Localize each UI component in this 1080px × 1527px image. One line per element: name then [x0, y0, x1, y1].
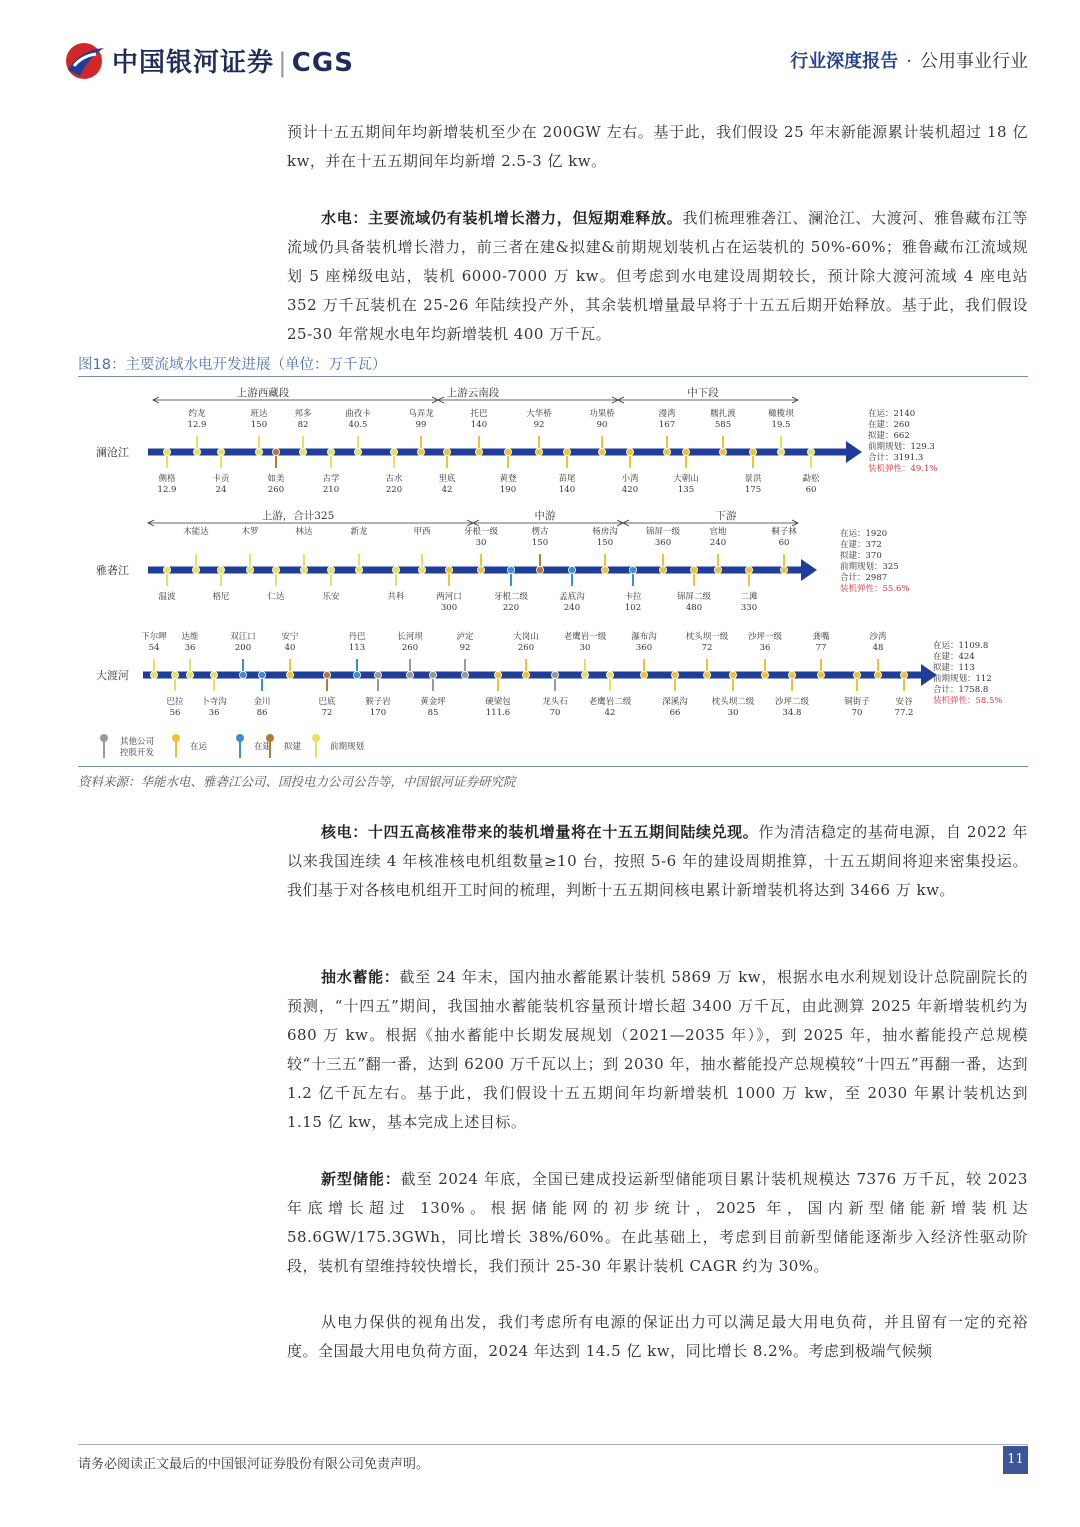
station-dot [853, 671, 860, 678]
station-capacity: 190 [499, 485, 517, 495]
station-capacity: 480 [685, 603, 703, 613]
river-name-1: 雅砻江 [96, 564, 129, 577]
summary-line: 合计：2987 [840, 573, 888, 583]
station-dot [703, 671, 710, 678]
legend-dot [172, 734, 180, 742]
station-capacity: 12.9 [157, 485, 177, 495]
station-name: 小湾 [621, 474, 639, 484]
station-capacity: 99 [415, 420, 427, 430]
brand-name: 中国银河证券 [112, 48, 275, 78]
station-name: 大朝山 [673, 474, 699, 484]
station-name: 乌弄龙 [408, 409, 434, 419]
station-dot [300, 566, 307, 573]
station-capacity: 210 [322, 485, 340, 495]
station-name: 侧格 [158, 474, 176, 484]
station-name: 托巴 [470, 409, 488, 419]
station-dot [817, 671, 824, 678]
legend-label: 控股开发 [120, 748, 155, 758]
station-name: 卡贡 [212, 474, 230, 484]
station-dot [598, 448, 605, 455]
summary-elasticity: 装机弹性：55.6% [840, 584, 910, 594]
river-name-2: 大渡河 [96, 669, 129, 682]
station-dot [353, 671, 360, 678]
station-name: 双江口 [230, 632, 256, 642]
figure-source: 资料来源：华能水电、雅砻江公司、国投电力公司公告等，中国银河证券研究院 [78, 774, 516, 789]
legend-label: 其他公司 [120, 737, 155, 747]
station-dot [629, 566, 636, 573]
summary-line: 在建：260 [868, 420, 910, 430]
segment-label: 中下段 [687, 387, 719, 399]
station-capacity: 167 [658, 420, 676, 430]
station-capacity: 60 [778, 538, 790, 548]
summary-line: 在运：1920 [840, 529, 888, 539]
station-name: 温波 [158, 592, 176, 602]
summary-line: 拟建：113 [933, 663, 975, 673]
station-name: 黄登 [499, 474, 517, 484]
station-name: 深溪沟 [662, 697, 688, 707]
station-name: 景洪 [744, 474, 762, 484]
station-name: 老鹰岩一级 [563, 632, 607, 642]
footer-rule [78, 1444, 1028, 1445]
station-name: 大岗山 [513, 632, 539, 642]
river-arrow-head [801, 559, 817, 581]
station-name: 猴子岩 [365, 697, 391, 707]
station-capacity: 85 [427, 708, 439, 718]
legend-label: 在运 [190, 742, 208, 752]
station-dot [659, 566, 666, 573]
station-name: 孟底沟 [559, 592, 585, 602]
station-name: 泸定 [456, 632, 474, 642]
station-dot [374, 671, 381, 678]
station-dot [494, 671, 501, 678]
station-dot [246, 566, 253, 573]
station-capacity: 360 [654, 538, 672, 548]
brand-name-en: CGS [291, 48, 354, 78]
station-dot [563, 448, 570, 455]
station-name: 橄榄坝 [768, 409, 794, 419]
station-capacity: 36 [184, 643, 196, 653]
station-dot [163, 448, 170, 455]
station-dot [475, 448, 482, 455]
station-dot [193, 448, 200, 455]
station-name: 苗尾 [558, 474, 576, 484]
summary-line: 在建：372 [840, 540, 882, 550]
station-capacity: 40 [284, 643, 296, 653]
station-dot [601, 566, 608, 573]
station-capacity: 36 [208, 708, 220, 718]
station-capacity: 300 [440, 603, 458, 613]
station-capacity: 102 [624, 603, 642, 613]
station-name: 曲孜卡 [345, 409, 371, 419]
summary-line: 前期规划：112 [933, 674, 992, 684]
header-separator: · [906, 51, 912, 72]
station-name: 沙坪二级 [774, 697, 810, 707]
station-capacity: 19.5 [771, 420, 791, 430]
station-dot [719, 448, 726, 455]
station-dot [663, 448, 670, 455]
station-dot [255, 448, 262, 455]
station-dot [714, 566, 721, 573]
station-capacity: 170 [369, 708, 387, 718]
station-capacity: 113 [348, 643, 366, 653]
station-name: 仁达 [267, 592, 285, 602]
station-name: 林达 [295, 527, 313, 537]
station-name: 瀑布沟 [631, 632, 657, 642]
segment-label: 上游云南段 [446, 387, 500, 399]
station-dot [536, 566, 543, 573]
footer-disclaimer: 请务必阅读正文最后的中国银河证券股份有限公司免责声明。 [78, 1457, 430, 1472]
station-name: 丹巴 [348, 632, 366, 642]
station-capacity: 200 [234, 643, 252, 653]
station-name: 木罗 [241, 527, 259, 537]
station-name: 锦屏一级 [645, 527, 681, 537]
legend-dot [312, 734, 320, 742]
station-name: 功果桥 [589, 409, 615, 419]
station-capacity: 30 [579, 643, 591, 653]
station-dot [258, 671, 265, 678]
station-name: 枕头坝一级 [685, 632, 729, 642]
station-dot [690, 566, 697, 573]
brand-logo-text: 中国银河证券 | CGS [112, 48, 354, 78]
station-capacity: 260 [267, 485, 285, 495]
station-capacity: 175 [744, 485, 762, 495]
station-dot [210, 671, 217, 678]
station-name: 沙坪一级 [747, 632, 783, 642]
station-name: 巴底 [318, 697, 336, 707]
station-dot [504, 448, 511, 455]
station-name: 杨房沟 [592, 527, 618, 537]
legend-label: 拟建 [284, 742, 302, 752]
station-name: 安宁 [281, 632, 299, 642]
station-dot [682, 448, 689, 455]
station-dot [443, 448, 450, 455]
station-name: 沙湾 [869, 632, 887, 642]
river-name-0: 澜沧江 [96, 446, 129, 459]
station-dot [355, 566, 362, 573]
station-dot [874, 671, 881, 678]
station-dot [749, 448, 756, 455]
station-name: 龚嘴 [812, 632, 830, 642]
report-type [790, 47, 1028, 73]
paragraph-hydro [287, 204, 1028, 349]
station-capacity: 36 [759, 643, 771, 653]
summary-line: 拟建：662 [868, 431, 910, 441]
station-dot [900, 671, 907, 678]
station-name: 锦屏二级 [676, 592, 712, 602]
station-capacity: 260 [517, 643, 535, 653]
paragraph-nuclear [287, 818, 1028, 905]
station-name: 桐子林 [771, 527, 797, 537]
station-name: 硬梁包 [485, 697, 511, 707]
summary-line: 合计：3191.3 [868, 453, 924, 463]
station-capacity: 140 [470, 420, 488, 430]
station-dot [477, 566, 484, 573]
station-dot [568, 566, 575, 573]
station-name: 共科 [387, 592, 405, 602]
station-name: 木能达 [183, 527, 209, 537]
station-capacity: 72 [321, 708, 333, 718]
figure-bottom-rule [78, 766, 1028, 767]
paragraph-nuclear-heading: 核电：十四五高核准带来的装机增量将在十五五期间陆续兑现。 [321, 823, 759, 841]
station-dot [671, 671, 678, 678]
station-capacity: 150 [250, 420, 268, 430]
station-name: 安谷 [895, 697, 913, 707]
station-capacity: 260 [401, 643, 419, 653]
segment-label: 中游 [534, 510, 556, 522]
hydro-diagram [78, 378, 1028, 764]
paragraph-hydro-heading: 水电：主要流域仍有装机增长潜力，但短期难释放。 [321, 209, 683, 227]
station-dot [286, 671, 293, 678]
station-dot [551, 671, 558, 678]
station-name: 漫湾 [658, 409, 676, 419]
station-capacity: 585 [714, 420, 732, 430]
paragraph-pumped-text: 截至 24 年末，国内抽水蓄能累计装机 5869 万 kw，根据水电水利规划设计总院副院长的预测，“十四五”期间，我国抽水蓄能装机容量预计增长超 3400 万千瓦，由此测算 2025 年新增装机约为 680 万 kw。根据《抽水蓄能中长期发展规划（2021—2035 年）》，到 2025 年，抽水蓄能投产总规模较“十三五”翻一番，达到 6200 万千瓦以上；到 2030 年，抽水蓄能投产总规模较“十四五”再翻一番，达到 1.2 亿千瓦左右。基于此，我们假设十五五期间年均新增装机 1000 万 kw，至 2030 年累计装机达到 1.15 亿 kw，基本完成上述目标。 [287, 968, 1028, 1131]
legend-label: 在建 [254, 742, 272, 752]
station-dot [327, 566, 334, 573]
station-capacity: 82 [297, 420, 309, 430]
station-capacity: 42 [604, 708, 616, 718]
station-name: 卜寺沟 [201, 697, 227, 707]
station-capacity: 56 [169, 708, 181, 718]
station-dot [417, 448, 424, 455]
station-dot [299, 448, 306, 455]
station-capacity: 150 [531, 538, 549, 548]
station-capacity: 240 [563, 603, 581, 613]
station-name: 二滩 [740, 592, 758, 602]
station-capacity: 240 [709, 538, 727, 548]
station-dot [192, 566, 199, 573]
station-dot [272, 448, 279, 455]
station-name: 古学 [322, 474, 340, 484]
legend-label: 前期规划 [330, 742, 365, 752]
station-name: 里底 [438, 474, 456, 484]
station-name: 班达 [250, 409, 268, 419]
legend-dot [100, 734, 108, 742]
station-dot [745, 566, 752, 573]
report-category: 行业深度报告 [790, 51, 899, 72]
station-capacity: 150 [596, 538, 614, 548]
station-name: 金川 [253, 697, 271, 707]
station-dot [392, 566, 399, 573]
station-name: 牙根一级 [463, 527, 499, 537]
station-capacity: 54 [148, 643, 160, 653]
station-dot [729, 671, 736, 678]
summary-line: 前期规划：325 [840, 562, 899, 572]
station-capacity: 30 [727, 708, 739, 718]
station-dot [788, 671, 795, 678]
station-capacity: 330 [740, 603, 758, 613]
station-dot [354, 448, 361, 455]
station-name: 甲西 [413, 527, 431, 537]
report-industry: 公用事业行业 [920, 51, 1028, 72]
summary-line: 拟建：370 [840, 551, 882, 561]
station-capacity: 135 [677, 485, 695, 495]
station-capacity: 140 [558, 485, 576, 495]
station-name: 黄金坪 [420, 697, 446, 707]
station-dot [445, 566, 452, 573]
segment-label: 上游西藏段 [236, 387, 290, 399]
station-capacity: 66 [669, 708, 681, 718]
summary-line: 前期规划：129.3 [868, 442, 935, 452]
segment-label: 下游 [715, 510, 737, 522]
station-dot [807, 448, 814, 455]
station-capacity: 34.8 [782, 708, 802, 718]
station-capacity: 220 [385, 485, 403, 495]
station-name: 勐松 [802, 474, 820, 484]
station-capacity: 111.6 [485, 708, 511, 718]
station-name: 牙根二级 [493, 592, 529, 602]
paragraph-storage-heading: 新型储能： [321, 1170, 401, 1188]
station-dot [606, 671, 613, 678]
station-name: 楞古 [531, 527, 549, 537]
station-name: 卡拉 [624, 592, 642, 602]
paragraph-storage-text: 截至 2024 年底，全国已建成投运新型储能项目累计装机规模达 7376 万千瓦，较 2023 年底增长超过 130%。根据储能网的初步统计，2025 年，国内新型储能新增装机达 58.6GW/175.3GWh，同比增长 38%/60%。在此基础上，考虑到目前新型储能逐渐步入经济性驱动阶段，装机有望维持较快增长，我们预计 25-30 年累计装机 CAGR 约为 30%。 [287, 1170, 1028, 1275]
paragraph-new-storage [287, 1165, 1028, 1281]
station-dot [535, 448, 542, 455]
station-dot [418, 566, 425, 573]
station-name: 老鹰岩二级 [588, 697, 632, 707]
station-name: 格尼 [212, 592, 230, 602]
station-dot [522, 671, 529, 678]
station-name: 铜街子 [844, 697, 870, 707]
station-dot [217, 566, 224, 573]
station-name: 大华桥 [526, 409, 552, 419]
station-dot [626, 448, 633, 455]
paragraph-power-supply: 从电力保供的视角出发，我们考虑所有电源的保证出力可以满足最大用电负荷，并且留有一定的充裕度。全国最大用电负荷方面，2024 年达到 14.5 亿 kw，同比增长 8.2%。考虑到极端气候频 [287, 1313, 1028, 1360]
station-dot [217, 448, 224, 455]
station-capacity: 86 [256, 708, 268, 718]
station-capacity: 77 [815, 643, 827, 653]
station-capacity: 220 [502, 603, 520, 613]
station-name: 新龙 [350, 527, 368, 537]
station-name: 糯扎渡 [710, 409, 736, 419]
station-name: 邦多 [294, 409, 312, 419]
station-name: 约龙 [188, 409, 206, 419]
station-capacity: 42 [441, 485, 453, 495]
paragraph-hydro-text: 我们梳理雅砻江、澜沧江、大渡河、雅鲁藏布江等流域仍具备装机增长潜力，前三者在建&拟建&前期规划装机占在运装机的 50%-60%；雅鲁藏布江流域规划 5 座梯级电站，装机 6000-7000 万 kw。但考虑到水电建设周期较长，预计除大渡河流域 4 座电站 352 万千瓦装机在 25-26 年陆续投产外，其余装机增量最早将于十五五后期开始释放。基于此，我们假设 25-30 年常规水电年均新增装机 400 万千瓦。 [287, 209, 1028, 343]
station-dot [239, 671, 246, 678]
station-name: 龙头石 [542, 697, 568, 707]
paragraph-pumped-storage [287, 963, 1028, 1137]
station-dot [323, 671, 330, 678]
station-dot [777, 448, 784, 455]
station-dot [406, 671, 413, 678]
station-name: 枕头坝二级 [711, 697, 755, 707]
legend-dot [236, 734, 244, 742]
station-capacity: 60 [805, 485, 817, 495]
station-dot [171, 671, 178, 678]
page-number: 11 [1003, 1446, 1028, 1474]
paragraph-renewables: 预计十五五期间年均新增装机至少在 200GW 左右。基于此，我们假设 25 年末新能源累计装机超过 18 亿 kw，并在十五五期间年均新增 2.5-3 亿 kw。 [287, 123, 1028, 170]
station-capacity: 40.5 [348, 420, 368, 430]
station-capacity: 24 [215, 485, 227, 495]
station-dot [780, 566, 787, 573]
station-capacity: 70 [851, 708, 863, 718]
station-capacity: 360 [635, 643, 653, 653]
station-dot [461, 671, 468, 678]
summary-elasticity: 装机弹性：58.5% [933, 696, 1003, 706]
station-capacity: 48 [872, 643, 884, 653]
figure-top-rule [78, 376, 1028, 377]
summary-elasticity: 装机弹性：49.1% [868, 464, 938, 474]
station-dot [186, 671, 193, 678]
station-dot [272, 566, 279, 573]
legend-dot [266, 734, 274, 742]
station-capacity: 420 [621, 485, 639, 495]
paragraph-pumped-heading: 抽水蓄能： [321, 968, 400, 986]
station-capacity: 72 [701, 643, 713, 653]
summary-line: 合计：1758.8 [933, 685, 989, 695]
station-capacity: 12.9 [187, 420, 207, 430]
river-arrow-head [846, 441, 862, 463]
station-name: 如美 [267, 474, 285, 484]
summary-line: 在运：1109.8 [933, 641, 989, 651]
station-name: 下尔呷 [141, 632, 167, 642]
station-dot [429, 671, 436, 678]
station-capacity: 30 [475, 538, 487, 548]
station-dot [507, 566, 514, 573]
station-dot [150, 671, 157, 678]
figure-title: 图18：主要流域水电开发进展（单位：万千瓦） [78, 357, 387, 373]
station-name: 巴拉 [166, 697, 184, 707]
station-dot [390, 448, 397, 455]
station-capacity: 90 [596, 420, 608, 430]
cgs-logo-icon [60, 40, 106, 82]
station-dot [327, 448, 334, 455]
station-capacity: 92 [459, 643, 471, 653]
station-name: 达维 [181, 632, 199, 642]
segment-label: 上游，合计325 [261, 510, 335, 522]
station-dot [640, 671, 647, 678]
summary-line: 在建：424 [933, 652, 975, 662]
station-name: 古水 [385, 474, 403, 484]
summary-line: 在运：2140 [868, 409, 916, 419]
station-name: 长河坝 [397, 632, 423, 642]
paragraph-nuclear-text: 作为清洁稳定的基荷电源，自 2022 年以来我国连续 4 年核准核电机组数量≥10 台，按照 5-6 年的建设周期推算，十五五期间将迎来密集投运。我们基于对各核电机组开工时间的梳理，判断十五五期间核电累计新增装机将达到 3466 万 kw。 [287, 823, 1028, 899]
station-dot [761, 671, 768, 678]
station-dot [163, 566, 170, 573]
station-capacity: 70 [549, 708, 561, 718]
station-name: 两河口 [436, 592, 462, 602]
station-dot [581, 671, 588, 678]
station-name: 官地 [709, 527, 727, 537]
station-capacity: 92 [533, 420, 545, 430]
station-name: 乐安 [322, 592, 340, 602]
station-capacity: 77.2 [894, 708, 914, 718]
